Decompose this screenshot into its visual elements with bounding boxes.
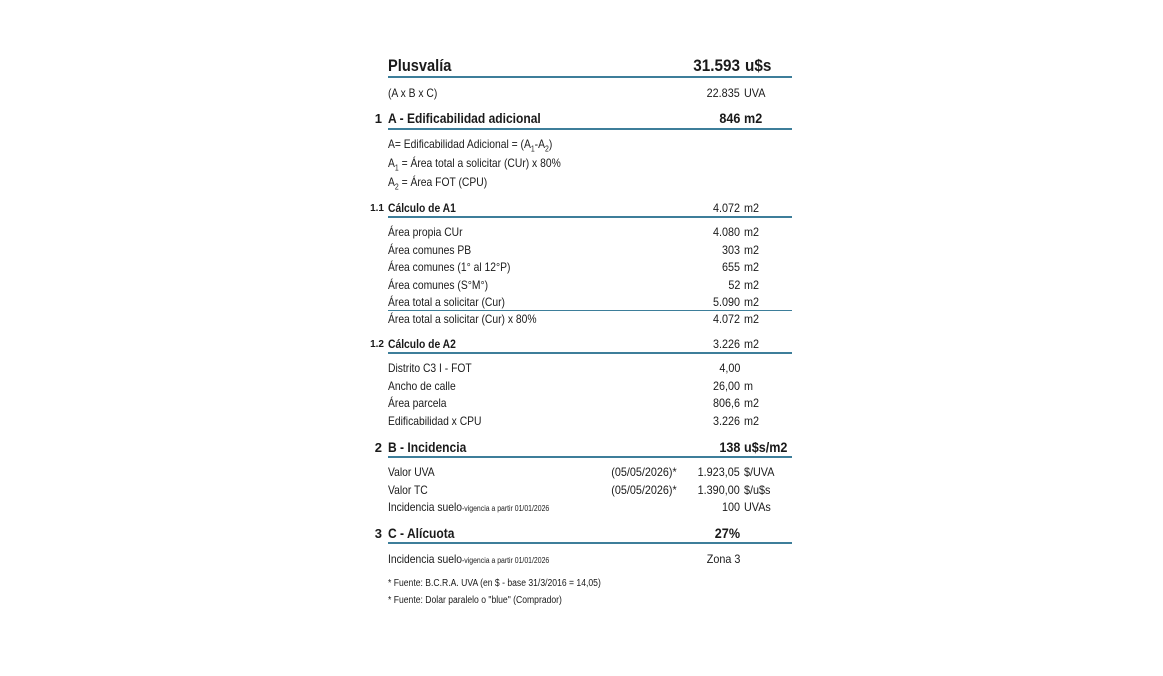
a2-row-value: 4,00 <box>718 361 740 375</box>
formula-value: 22.835 <box>706 86 740 100</box>
c-row-label: Incidencia suelo-vigencia a partir 01/01/2026 <box>388 552 550 566</box>
footnote: * Fuente: B.C.R.A. UVA (en $ - base 31/3/2016 = 14,05) <box>388 578 601 589</box>
a1-row-value: 52 <box>727 278 740 292</box>
a2-row-label: Ancho de calle <box>388 379 456 393</box>
b-row-unit: $/u$s <box>744 483 771 497</box>
section-c-number: 3 <box>374 526 382 541</box>
a1-subtotal-rule <box>388 310 792 311</box>
calc-a2-number: 1.2 <box>370 339 384 350</box>
c-row-value: Zona 3 <box>706 552 740 566</box>
section-a-title: A - Edificabilidad adicional <box>388 110 541 126</box>
b-row-value: 1.390,00 <box>697 483 740 497</box>
a1-row-value: 5.090 <box>712 295 740 309</box>
total-value: 31.593 <box>693 56 740 75</box>
a2-row-unit: m2 <box>744 396 760 410</box>
section-b-number: 2 <box>374 440 382 455</box>
definition-a2: $A_2$ = Área FOT (CPU) <box>388 175 488 192</box>
calc-a1-unit: m2 <box>744 201 760 215</box>
a2-row-label: Edificabilidad x CPU <box>388 414 482 428</box>
section-c-value: 27% <box>714 525 740 541</box>
formula-label: (A x B x C) <box>388 86 438 100</box>
section-c-rule <box>388 542 792 544</box>
a1-row-value: 4.072 <box>712 312 740 326</box>
a2-row-unit: m2 <box>744 414 760 428</box>
total-unit: u$s <box>745 56 772 75</box>
section-a-value: 846 <box>718 110 740 126</box>
section-b-rule <box>388 456 792 458</box>
footnote: * Fuente: Dolar paralelo o "blue" (Comprador) <box>388 595 562 606</box>
definition-a: A= Edificabilidad Adicional = $(A_1-A_2)$ <box>388 137 553 154</box>
b-row-label: Valor TC <box>388 483 428 497</box>
a2-row-label: Área parcela <box>388 396 447 410</box>
calc-a1-rule <box>388 216 792 218</box>
b-row-label: Incidencia suelo-vigencia a partir 01/01/2026 <box>388 500 550 514</box>
a1-row-unit: m2 <box>744 225 760 239</box>
a1-row-label: Área total a solicitar (Cur) <box>388 295 506 309</box>
a1-row-label: Área comunes (S°M°) <box>388 278 489 292</box>
a1-row-label: Área propia CUr <box>388 225 463 239</box>
a2-row-value: 3.226 <box>712 414 740 428</box>
b-row-date: (05/05/2026)* <box>611 483 677 497</box>
header-rule <box>388 76 792 78</box>
a1-row-value: 655 <box>721 260 740 274</box>
a1-row-unit: m2 <box>744 243 760 257</box>
a1-row-label: Área total a solicitar (Cur) x 80% <box>388 312 537 326</box>
b-row-unit: $/UVA <box>744 465 775 479</box>
a1-row-value: 4.080 <box>712 225 740 239</box>
calc-a1-number: 1.1 <box>370 203 384 214</box>
calc-a2-unit: m2 <box>744 337 760 351</box>
section-b-value: 138 <box>718 439 740 455</box>
calc-a2-value: 3.226 <box>712 337 740 351</box>
a1-row-unit: m2 <box>744 260 760 274</box>
section-a-number: 1 <box>374 111 382 126</box>
definition-a1: $A_1$ = Área total a solicitar (CUr) x 80% <box>388 156 561 173</box>
calc-a1-value: 4.072 <box>712 201 740 215</box>
calc-a1-title: Cálculo de A1 <box>388 201 456 215</box>
section-c-title: C - Alícuota <box>388 525 455 541</box>
formula-unit: UVA <box>744 86 766 100</box>
b-row-value: 100 <box>721 500 740 514</box>
a1-row-unit: m2 <box>744 295 760 309</box>
a2-row-unit: m <box>744 379 753 393</box>
b-row-unit: UVAs <box>744 500 771 514</box>
a1-row-value: 303 <box>721 243 740 257</box>
section-b-title: B - Incidencia <box>388 439 467 455</box>
a1-row-label: Área comunes PB <box>388 243 472 257</box>
a2-row-value: 26,00 <box>712 379 740 393</box>
a2-row-label: Distrito C3 I - FOT <box>388 361 472 375</box>
a2-row-value: 806,6 <box>712 396 740 410</box>
calc-a2-title: Cálculo de A2 <box>388 337 456 351</box>
section-a-rule <box>388 128 792 130</box>
calc-a2-rule <box>388 352 792 354</box>
a1-row-unit: m2 <box>744 312 760 326</box>
a1-row-unit: m2 <box>744 278 760 292</box>
b-row-date: (05/05/2026)* <box>611 465 677 479</box>
section-a-unit: m2 <box>744 110 763 126</box>
a1-row-label: Área comunes (1° al 12°P) <box>388 260 511 274</box>
page-title: Plusvalía <box>388 56 452 75</box>
b-row-label: Valor UVA <box>388 465 435 479</box>
b-row-value: 1.923,05 <box>697 465 740 479</box>
section-b-unit: u$s/m2 <box>744 439 788 455</box>
